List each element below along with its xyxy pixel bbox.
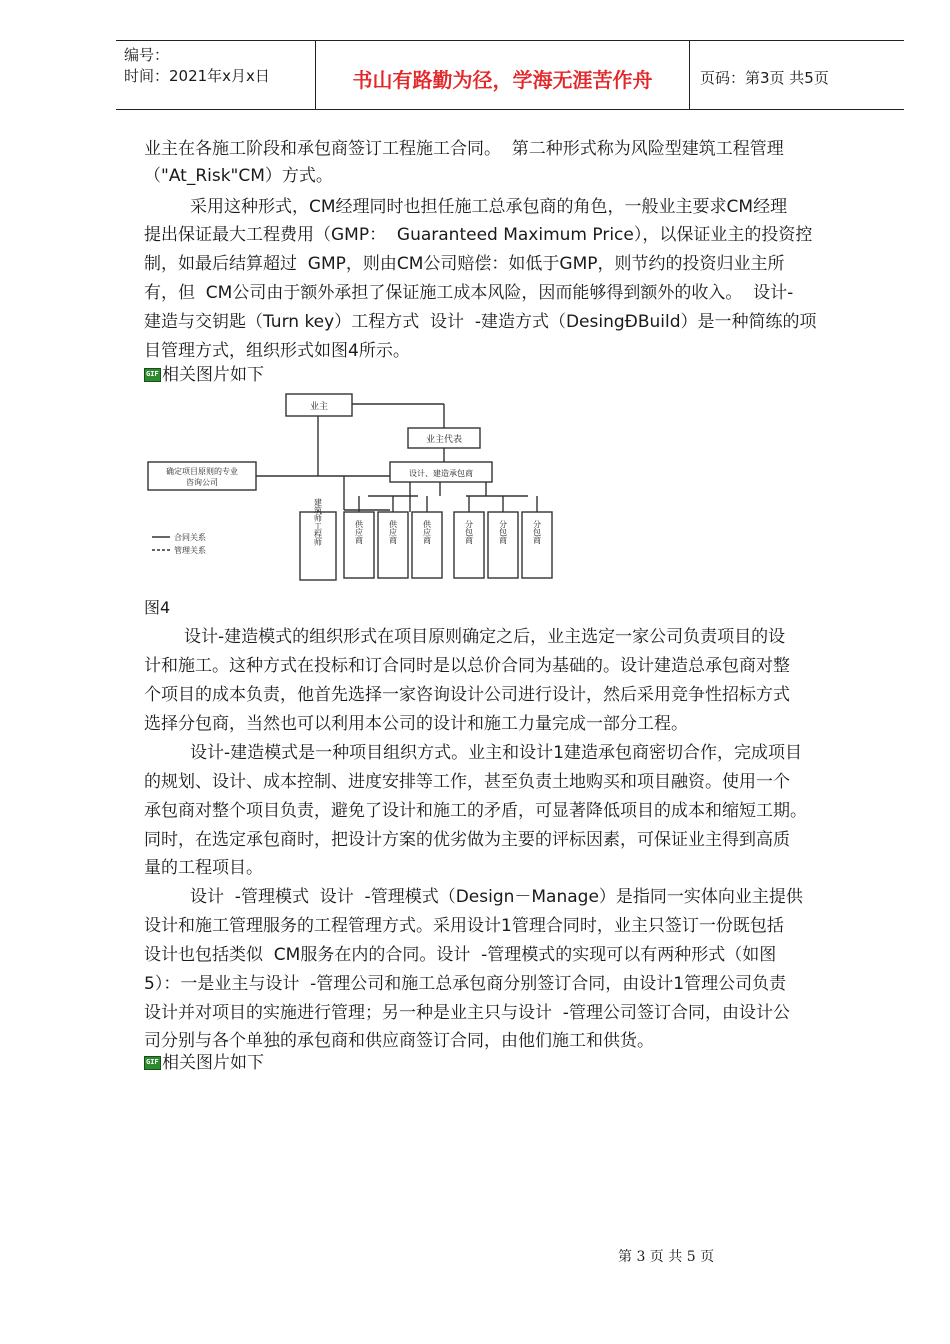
- header-meta-cell: [116, 41, 316, 109]
- supplier-label: 供应商: [422, 520, 432, 544]
- paragraph-line: 的规划、设计、成本控制、进度安排等工作，甚至负责土地购买和项目融资。使用一个: [144, 772, 790, 792]
- paragraph-line: 设计-建造模式是一种项目组织方式。业主和设计1建造承包商密切合作，完成项目: [190, 743, 802, 763]
- supplier-label: 供应商: [354, 520, 364, 544]
- paragraph-line: 设计也包括类似 CM服务在内的合同。设计 -管理模式的实现可以有两种形式（如图: [144, 945, 777, 965]
- paragraph-line: 5）：一是业主与设计 -管理公司和施工总承包商分别签订合同，由设计1管理公司负责: [144, 974, 787, 994]
- document-header: [116, 40, 904, 110]
- paragraph-line: 制，如最后结算超过 GMP，则由CM公司赔偿：如低于GMP，则节约的投资归业主所: [144, 254, 785, 274]
- gif-icon-label: GIF: [146, 370, 159, 378]
- paragraph-line: 同时，在选定承包商时，把设计方案的优劣做为主要的评标因素，可保证业主得到高质: [144, 830, 790, 850]
- design-build-label: 设计、建造承包商: [409, 469, 473, 478]
- legend-manage-label: 管理关系: [174, 546, 206, 555]
- owner-rep-label: 业主代表: [425, 435, 463, 445]
- paragraph-line: 采用这种形式，CM经理同时也担任施工总承包商的角色，一般业主要求CM经理: [190, 197, 788, 217]
- paragraph-line: 个项目的成本负责，他首先选择一家咨询设计公司进行设计，然后采用竞争性招标方式: [144, 685, 790, 705]
- header-page-cell: [690, 41, 904, 109]
- subcontractor-label: 分包商: [498, 520, 508, 544]
- org-chart-diagram: [146, 392, 566, 584]
- subcontractor-label: 分包商: [464, 520, 474, 544]
- doc-number-label: 编号：: [124, 46, 170, 64]
- architect-label: 建筑师工程师: [313, 498, 323, 546]
- gif-icon[interactable]: [144, 1056, 161, 1070]
- page-footer: 第 3 页 共 5 页: [618, 1249, 715, 1265]
- figure-label: 图4: [144, 598, 171, 617]
- consultant-label: 咨询公司: [186, 478, 218, 487]
- image-caption: 相关图片如下: [162, 1053, 264, 1073]
- legend-contract-label: 合同关系: [174, 533, 206, 542]
- paragraph-line: 设计-建造模式的组织形式在项目原则确定之后，业主选定一家公司负责项目的设: [184, 627, 786, 647]
- paragraph-line: 提出保证最大工程费用（GMP： Guaranteed Maximum Price），以保证业主的投资控: [144, 225, 813, 245]
- doc-time-label: 时间：2021年x月x日: [124, 67, 270, 85]
- paragraph-line: 司分别与各个单独的承包商和供应商签订合同，由他们施工和供货。: [144, 1031, 654, 1051]
- paragraph-line: （"At_Risk"CM）方式。: [144, 166, 333, 186]
- gif-icon[interactable]: [144, 368, 161, 382]
- paragraph-line: 业主在各施工阶段和承包商签订工程施工合同。 第二种形式称为风险型建筑工程管理: [144, 139, 784, 159]
- paragraph-line: 设计并对项目的实施进行管理；另一种是业主只与设计 -管理公司签订合同，由设计公: [144, 1003, 790, 1023]
- image-caption: 相关图片如下: [162, 365, 264, 385]
- header-motto-cell: [316, 41, 690, 109]
- paragraph-line: 选择分包商，当然也可以利用本公司的设计和施工力量完成一部分工程。: [144, 714, 688, 734]
- header-page-label: 页码：第3页 共5页: [700, 69, 829, 87]
- owner-label: 业主: [309, 402, 329, 412]
- paragraph-line: 设计 -管理模式 设计 -管理模式（Design－Manage）是指同一实体向业主提供: [190, 887, 803, 907]
- paragraph-line: 有，但 CM公司由于额外承担了保证施工成本风险，因而能够得到额外的收入。 设计-: [144, 283, 794, 303]
- supplier-label: 供应商: [388, 520, 398, 544]
- paragraph-line: 建造与交钥匙（Turn key）工程方式 设计 -建造方式（DesingÐBuild）是一种简练的项: [144, 312, 817, 332]
- paragraph-line: 设计和施工管理服务的工程管理方式。采用设计1管理合同时，业主只签订一份既包括: [144, 916, 784, 936]
- paragraph-line: 量的工程项目。: [144, 858, 263, 878]
- paragraph-line: 目管理方式，组织形式如图4所示。: [144, 341, 410, 361]
- header-motto: 书山有路勤为径，学海无涯苦作舟: [352, 68, 653, 92]
- subcontractor-label: 分包商: [532, 520, 542, 544]
- gif-icon-label: GIF: [146, 1058, 159, 1066]
- consultant-label: 确定项目原则的专业: [166, 467, 238, 476]
- paragraph-line: 承包商对整个项目负责，避免了设计和施工的矛盾，可显著降低项目的成本和缩短工期。: [144, 801, 807, 821]
- paragraph-line: 计和施工。这种方式在投标和订合同时是以总价合同为基础的。设计建造总承包商对整: [144, 656, 790, 676]
